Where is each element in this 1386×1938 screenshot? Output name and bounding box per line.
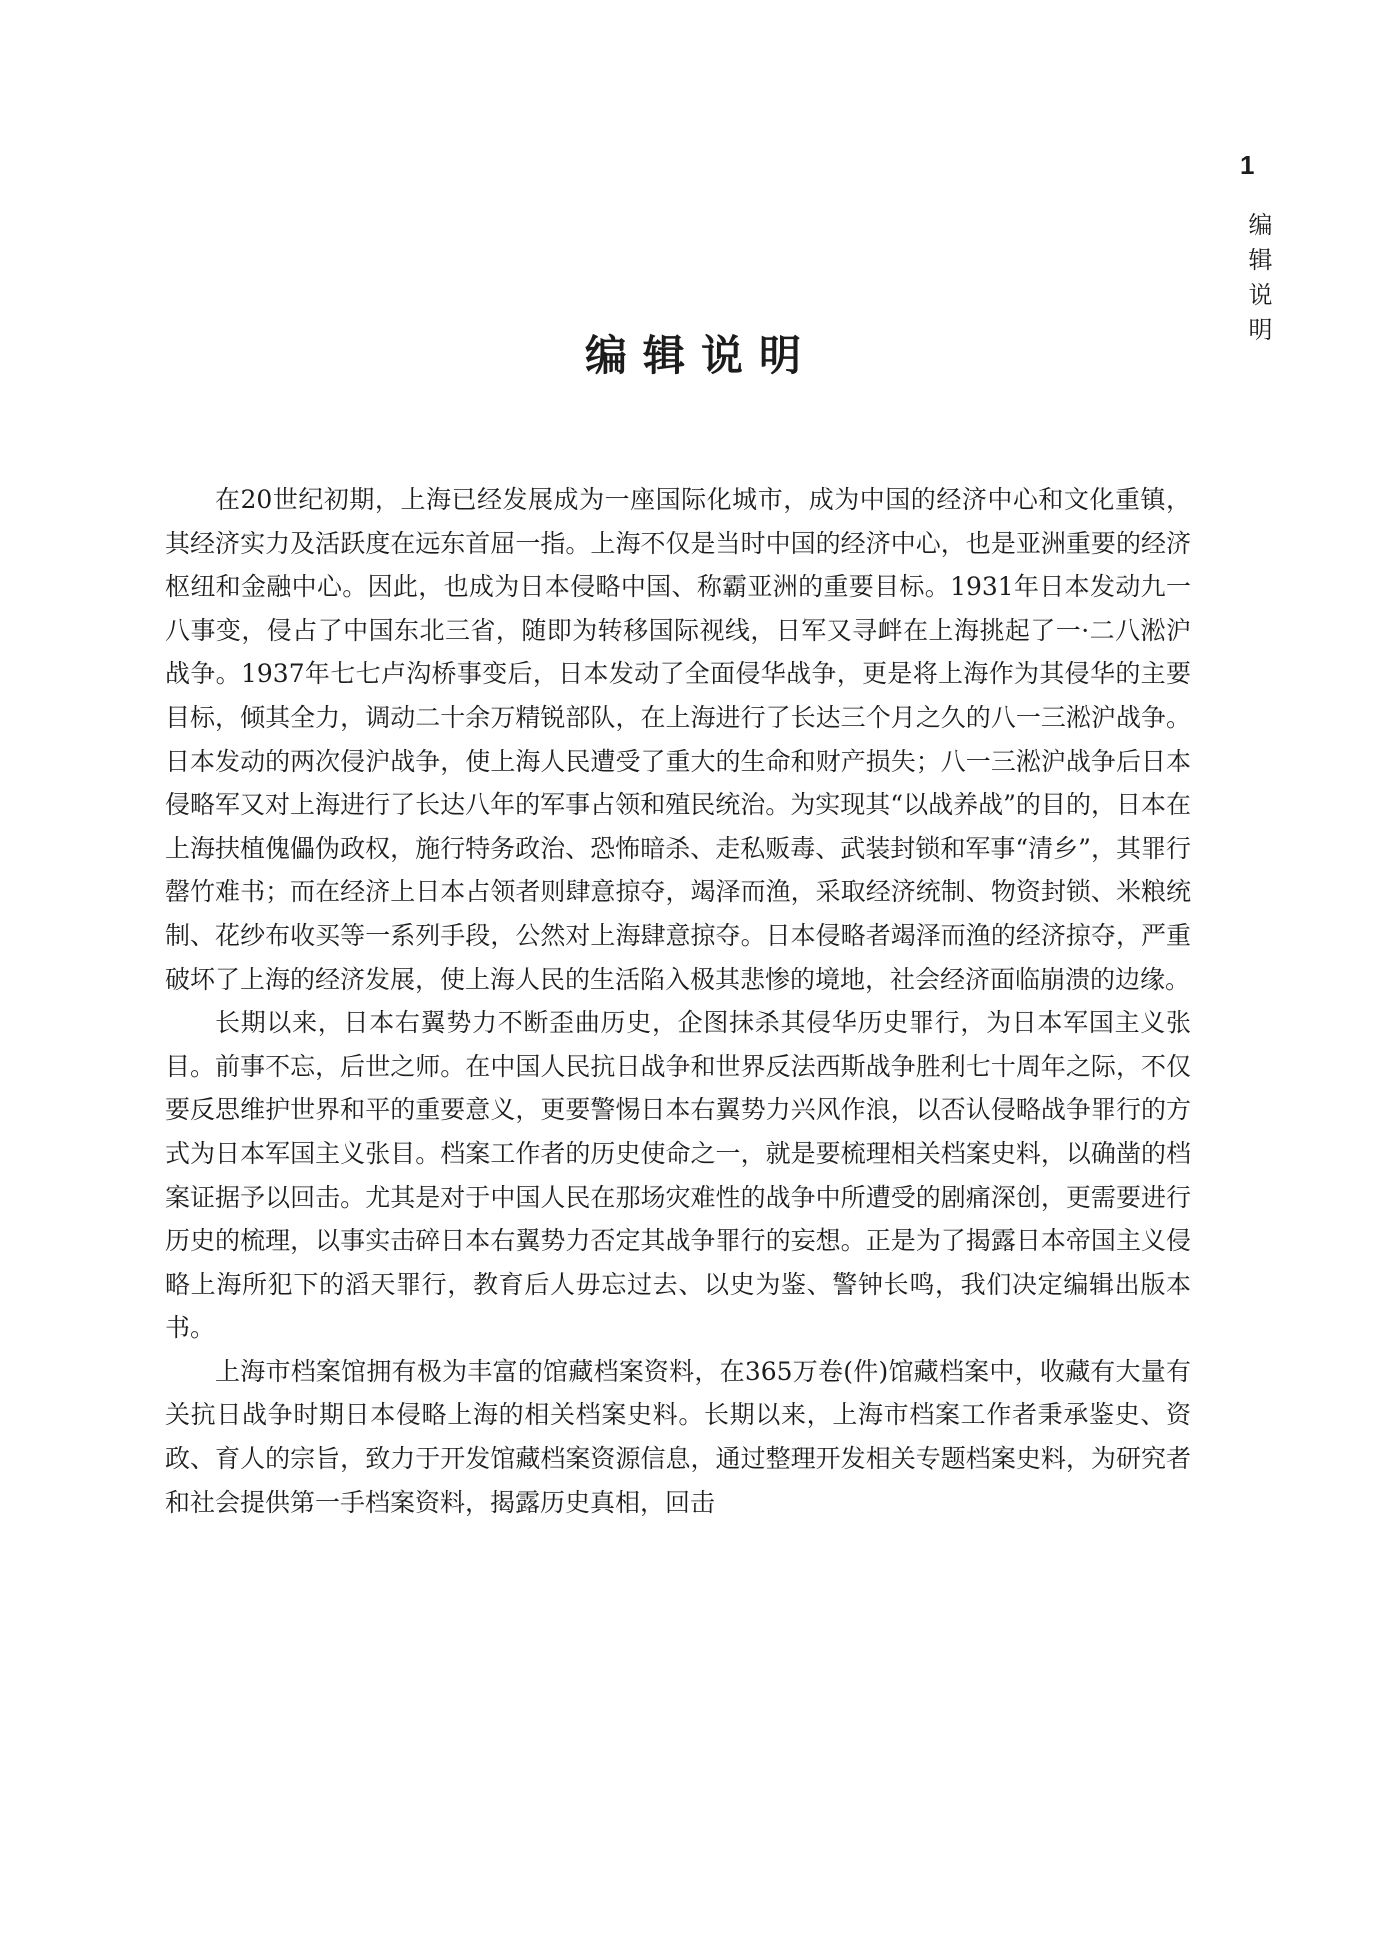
body-text	[165, 478, 1191, 1524]
running-header-vertical: 编辑说明	[1244, 212, 1272, 352]
paragraph-2: 长期以来，日本右翼势力不断歪曲历史，企图抹杀其侵华历史罪行，为日本军国主义张目。前事不忘，后世之师。在中国人民抗日战争和世界反法西斯战争胜利七十周年之际，不仅要反思维护世界和平的重要意义，更要警惕日本右翼势力兴风作浪，以否认侵略战争罪行的方式为日本军国主义张目。档案工作者的历史使命之一，就是要梳理相关档案史料，以确凿的档案证据予以回击。尤其是对于中国人民在那场灾难性的战争中所遭受的剧痛深创，更需要进行历史的梳理，以事实击碎日本右翼势力否定其战争罪行的妄想。正是为了揭露日本帝国主义侵略上海所犯下的滔天罪行，教育后人毋忘过去、以史为鉴、警钟长鸣，我们决定编辑出版本书。	[165, 1008, 1191, 1343]
paragraph-3: 上海市档案馆拥有极为丰富的馆藏档案资料，在365万卷(件)馆藏档案中，收藏有大量有关抗日战争时期日本侵略上海的相关档案史料。长期以来，上海市档案工作者秉承鉴史、资政、育人的宗旨，致力于开发馆藏档案资源信息，通过整理开发相关专题档案史料，为研究者和社会提供第一手档案资料，揭露历史真相，回击	[165, 1356, 1191, 1517]
page-title: 编辑说明	[584, 331, 817, 380]
page-number: 1	[1240, 150, 1255, 180]
paragraph-1: 在20世纪初期，上海已经发展成为一座国际化城市，成为中国的经济中心和文化重镇，其经济实力及活跃度在远东首屈一指。上海不仅是当时中国的经济中心，也是亚洲重要的经济枢纽和金融中心。因此，也成为日本侵略中国、称霸亚洲的重要目标。1931年日本发动九一八事变，侵占了中国东北三省，随即为转移国际视线，日军又寻衅在上海挑起了一·二八淞沪战争。1937年七七卢沟桥事变后，日本发动了全面侵华战争，更是将上海作为其侵华的主要目标，倾其全力，调动二十余万精锐部队，在上海进行了长达三个月之久的八一三淞沪战争。日本发动的两次侵沪战争，使上海人民遭受了重大的生命和财产损失；八一三淞沪战争后日本侵略军又对上海进行了长达八年的军事占领和殖民统治。为实现其“以战养战”的目的，日本在上海扶植傀儡伪政权，施行特务政治、恐怖暗杀、走私贩毒、武装封锁和军事“清乡”，其罪行罄竹难书；而在经济上日本占领者则肆意掠夺，竭泽而渔，采取经济统制、物资封锁、米粮统制、花纱布收买等一系列手段，公然对上海肆意掠夺。日本侵略者竭泽而渔的经济掠夺，严重破坏了上海的经济发展，使上海人民的生活陷入极其悲惨的境地，社会经济面临崩溃的边缘。	[165, 485, 1191, 994]
